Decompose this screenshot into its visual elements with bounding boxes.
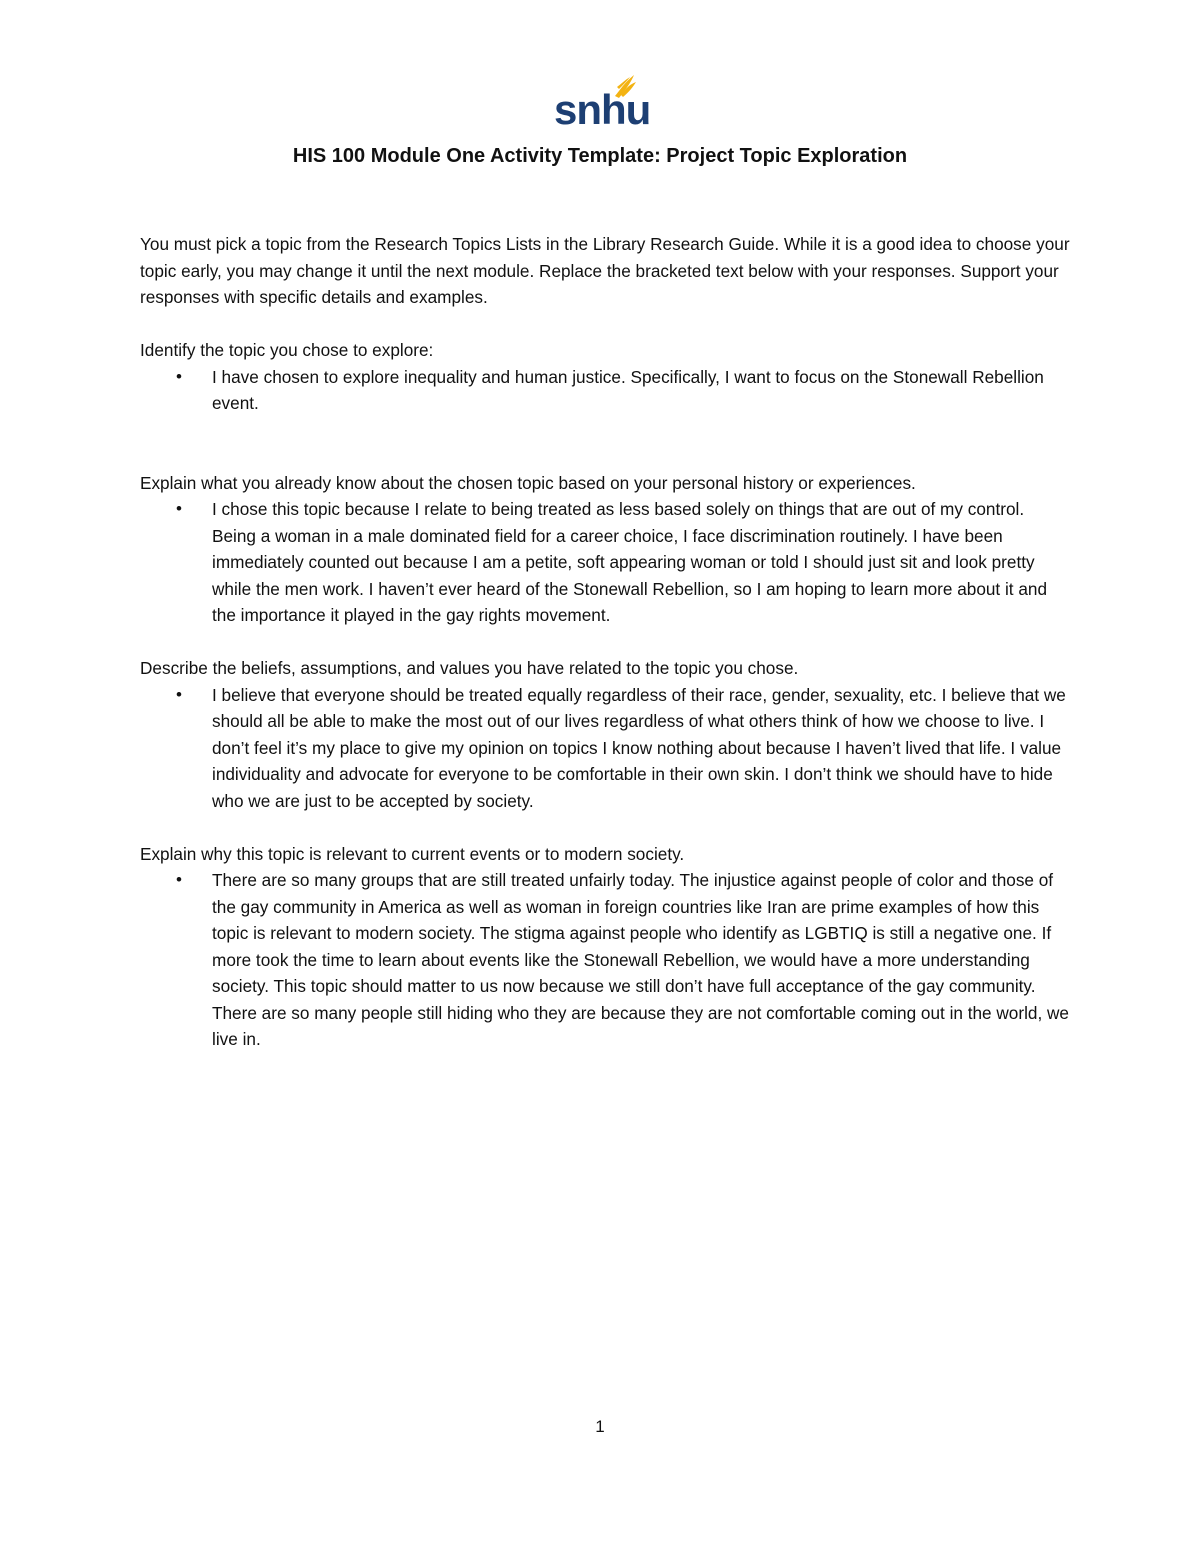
bullet-icon: • [176,684,182,704]
spacer [140,417,1070,470]
bullet-icon: • [176,499,182,518]
intro-paragraph: You must pick a topic from the Research Topics Lists in the Library Research Guide. While it is a good idea to choose your topic early, you may change it until the next module. Replace the bracketed text below with your responses. Support your responses with specific details and examples. [140,234,1070,307]
bullet-icon: • [176,366,182,386]
page-number: 1 [595,1417,605,1436]
snhu-logo [554,72,651,134]
logo-wordmark: snhu [554,86,651,133]
response-text: I chose this topic because I relate to being treated as less based solely on things that are out of my control. Being a woman in a male dominated field for a career choice, I face discrimination routinely. I have been immediately counted out because I am a petite, soft appearing woman or told I should just sit and look pretty while the men work. I haven’t ever heard of the Stonewall Rebellion, so I am hoping to learn more about it and the importance it played in the gay rights movement. [212,499,1048,625]
response-existing-knowledge [140,496,1070,629]
response-identify-topic [140,364,1070,417]
response-relevance [140,867,1070,1053]
response-text: I believe that everyone should be treated equally regardless of their race, gender, sexuality, etc. I believe that we should all be able to make the most out of our lives regardless of what others think of how we choose to live. I don’t feel it’s my place to give my opinion on topics I know nothing about because I haven’t lived that life. I value individuality and advocate for everyone to be comfortable in their own skin. I don’t think we should have to hide who we are just to be accepted by society. [212,684,1066,811]
document-content [140,231,1070,1053]
section-topic [140,337,1070,417]
prompt-beliefs-values: Describe the beliefs, assumptions, and values you have related to the topic you chose. [140,658,799,678]
prompt-identify-topic: Identify the topic you chose to explore: [140,340,434,360]
section-knowledge [140,470,1070,629]
prompt-relevance: Explain why this topic is relevant to current events or to modern society. [140,843,685,864]
response-beliefs-values [140,682,1070,815]
response-text: I have chosen to explore inequality and human justice. Specifically, I want to focus on the Stonewall Rebellion event. [212,366,1044,413]
bullet-icon: • [176,870,182,889]
section-relevance [140,841,1070,1053]
spacer [140,629,1070,656]
section-beliefs [140,655,1070,814]
prompt-existing-knowledge: Explain what you already know about the chosen topic based on your personal history or experiences. [140,472,916,493]
spacer [140,814,1070,841]
response-text: There are so many groups that are still treated unfairly today. The injustice against people of color and those of the gay community in America as well as woman in foreign countries like Iran are prime examples of how this topic is relevant to modern society. The stigma against people who identify as LGBTIQ is still a negative one. If more took the time to learn about events like the Stonewall Rebellion, we would have a more understanding society. This topic should matter to us now because we still don’t have full acceptance of the gay community. There are so many people still hiding who they are because they are not comfortable coming out in the world, we live in. [212,870,1069,1049]
document-title: HIS 100 Module One Activity Template: Project Topic Exploration [292,145,908,167]
